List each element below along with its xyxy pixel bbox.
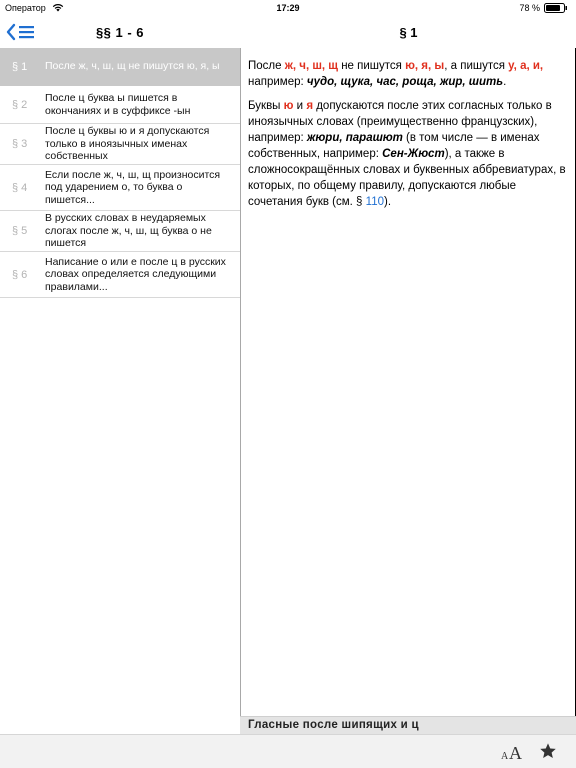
- section-row-6[interactable]: [0, 252, 240, 298]
- text-run: Буквы: [248, 100, 284, 112]
- article-pane: [241, 16, 576, 716]
- section-number: § 1: [12, 60, 28, 73]
- section-title: Если после ж, ч, ш, щ произносится под ударением о, то буква о пишется...: [45, 168, 221, 206]
- example-words: Сен-Жюст: [382, 148, 445, 160]
- font-large-icon: A: [509, 743, 522, 763]
- battery-icon: [544, 3, 568, 13]
- text-run: После: [248, 60, 285, 72]
- section-list: [0, 48, 240, 298]
- section-title: После ж, ч, ш, щ не пишутся ю, я, ы: [45, 60, 220, 73]
- clock-time: 17:29: [276, 3, 300, 13]
- left-nav-bar: [0, 16, 240, 48]
- section-number: § 6: [12, 268, 28, 281]
- text-run: не пишутся: [338, 60, 406, 72]
- article-content: [248, 58, 570, 218]
- example-words: жюри, парашют: [306, 132, 403, 144]
- font-small-icon: A: [501, 751, 509, 762]
- section-row-5[interactable]: [0, 211, 240, 252]
- text-run: , а пишутся: [444, 60, 509, 72]
- text-run: и: [293, 100, 307, 112]
- highlight-letters: ю, я, ы: [405, 60, 445, 72]
- star-icon[interactable]: [539, 742, 557, 760]
- section-row-2[interactable]: [0, 86, 240, 124]
- section-row-4[interactable]: [0, 165, 240, 211]
- font-size-button[interactable]: [501, 741, 527, 763]
- text-run: ).: [384, 196, 392, 208]
- left-title: §§ 1 - 6: [95, 25, 145, 40]
- carrier-label: Оператор: [5, 3, 46, 13]
- text-run: например:: [248, 76, 307, 88]
- section-title: Написание о или е после ц в русских словах определяется следующими правилами...: [45, 255, 226, 293]
- section-list-pane: [0, 16, 240, 716]
- section-title: После ц буквы ю и я допускаются только в иноязычных именах собственных: [45, 125, 210, 163]
- chapter-title: Гласные после шипящих и ц: [248, 719, 419, 731]
- section-number: § 2: [12, 98, 28, 111]
- section-number: § 3: [12, 138, 28, 150]
- example-words: чудо, щука, час, роща, жир, шить: [306, 76, 504, 88]
- battery-percent: 78 %: [519, 3, 540, 13]
- bottom-toolbar: [0, 734, 576, 768]
- paragraph-1: [248, 58, 570, 90]
- section-row-1[interactable]: [0, 48, 240, 86]
- right-nav-bar: [241, 16, 576, 48]
- highlight-letters: я: [306, 100, 314, 112]
- chapter-bar: [240, 716, 576, 734]
- text-run: (в том числе — в именах собственных, например:: [248, 132, 540, 160]
- section-row-3[interactable]: [0, 124, 240, 165]
- text-run: .: [503, 76, 507, 88]
- text-run: допускаются после этих согласных только в иноязычных словах (преимущественно французских), например:: [248, 100, 552, 144]
- highlight-letters: ю: [283, 100, 294, 112]
- section-number: § 4: [12, 181, 28, 194]
- article-title: § 1: [399, 25, 418, 40]
- status-bar: [0, 0, 576, 16]
- section-number: § 5: [12, 225, 28, 237]
- highlight-letters: у, а, и,: [508, 60, 544, 72]
- section-title: После ц буква ы пишется в окончаниях и в суффиксе -ын: [45, 92, 191, 117]
- highlight-letters: ж, ч, ш, щ: [284, 60, 339, 72]
- section-title: В русских словах в неударяемых слогах после ж, ч, ш, щ буква о не пишется: [45, 212, 212, 250]
- text-run: ), а также в сложносокращённых словах и буквенных аббревиатурах, в которых, по общему правилу, допускаются любые сочетания букв (см. §: [248, 148, 566, 208]
- section-link-110[interactable]: 110: [365, 196, 384, 208]
- paragraph-2: [248, 98, 570, 210]
